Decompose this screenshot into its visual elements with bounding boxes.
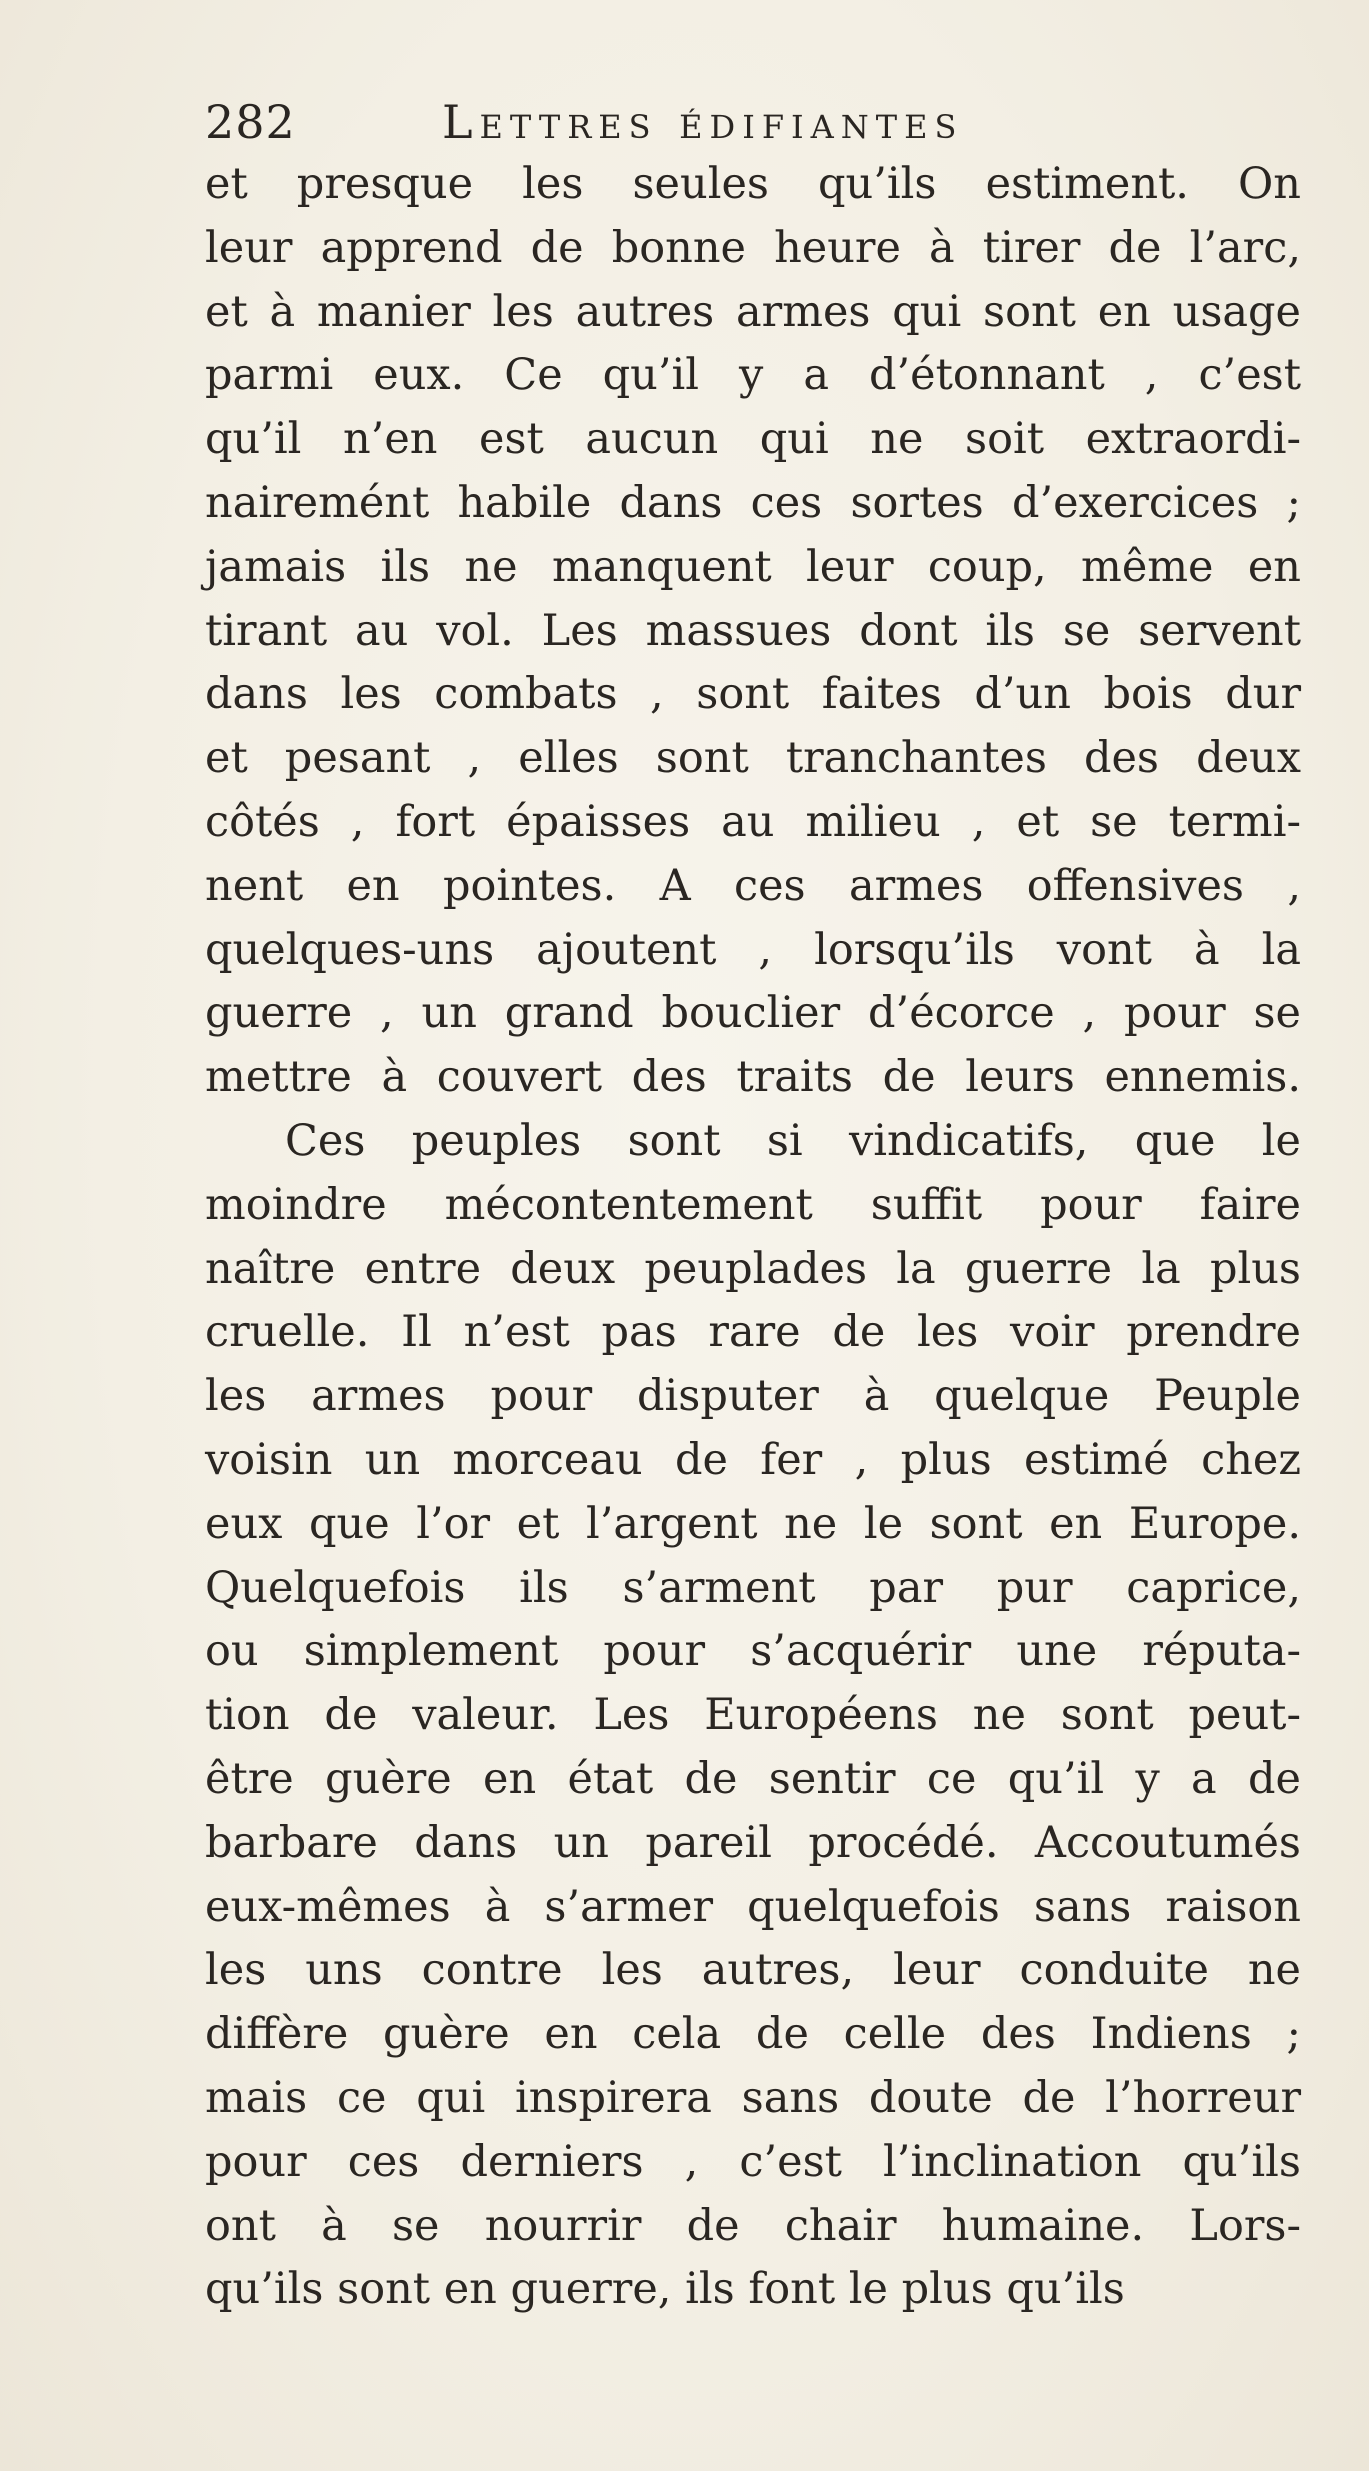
- text-line: tirant au vol. Les massues dont ils se servent: [205, 605, 1301, 656]
- text-line: dans les combats , sont faites d’un bois dur: [205, 669, 1301, 720]
- page-header: [205, 92, 1155, 152]
- text-line: mettre à couvert des traits de leurs ennemis.: [205, 1052, 1301, 1103]
- text-line: diffère guère en cela de celle des Indiens ;: [205, 2009, 1301, 2060]
- text-line: qu’il n’en est aucun qui ne soit extraordi-: [205, 414, 1301, 465]
- text-line: être guère en état de sentir ce qu’il y a de: [205, 1753, 1301, 1804]
- text-line: Quelquefois ils s’arment par pur caprice,: [205, 1562, 1301, 1613]
- text-line: pour ces derniers , c’est l’inclination qu’ils: [205, 2136, 1301, 2187]
- text-line: barbare dans un pareil procédé. Accoutumés: [205, 1817, 1301, 1868]
- text-line: et à manier les autres armes qui sont en usage: [205, 286, 1301, 337]
- text-line: et pesant , elles sont tranchantes des deux: [205, 733, 1301, 784]
- text-line: qu’ils sont en guerre, ils font le plus qu’ils: [205, 2264, 1125, 2315]
- text-line: nairemént habile dans ces sortes d’exercices ;: [205, 477, 1301, 528]
- text-line: voisin un morceau de fer , plus estimé chez: [205, 1434, 1301, 1485]
- text-line: leur apprend de bonne heure à tirer de l’arc,: [205, 222, 1301, 273]
- text-line: cruelle. Il n’est pas rare de les voir prendre: [205, 1307, 1301, 1358]
- text-line: les uns contre les autres, leur conduite ne: [205, 1945, 1301, 1996]
- running-title: Lettres édifiantes: [442, 95, 964, 149]
- text-line: tion de valeur. Les Européens ne sont peut-: [205, 1690, 1301, 1741]
- body-text: [205, 153, 1301, 2322]
- text-line: quelques-uns ajoutent , lorsqu’ils vont à la: [205, 924, 1301, 975]
- text-line: naître entre deux peuplades la guerre la plus: [205, 1243, 1301, 1294]
- text-line: mais ce qui inspirera sans doute de l’horreur: [205, 2072, 1301, 2123]
- text-line: guerre , un grand bouclier d’écorce , pour se: [205, 988, 1301, 1039]
- text-line: moindre mécontentement suffit pour faire: [205, 1179, 1301, 1230]
- text-line: et presque les seules qu’ils estiment. On: [205, 159, 1301, 209]
- text-line: Ces peuples sont si vindicatifs, que le: [285, 1115, 1301, 1166]
- text-line: parmi eux. Ce qu’il y a d’étonnant , c’est: [205, 350, 1301, 401]
- text-line: jamais ils ne manquent leur coup, même en: [205, 541, 1301, 592]
- text-line: côtés , fort épaisses au milieu , et se termi-: [205, 796, 1301, 847]
- text-line: nent en pointes. A ces armes offensives ,: [205, 860, 1301, 911]
- text-line: les armes pour disputer à quelque Peuple: [205, 1371, 1301, 1422]
- text-line: eux-mêmes à s’armer quelquefois sans raison: [205, 1881, 1301, 1932]
- text-line: ont à se nourrir de chair humaine. Lors-: [205, 2200, 1301, 2251]
- text-line: ou simplement pour s’acquérir une réputa-: [205, 1626, 1301, 1677]
- text-line: eux que l’or et l’argent ne le sont en Europe.: [205, 1498, 1301, 1549]
- page-number: 282: [205, 95, 296, 149]
